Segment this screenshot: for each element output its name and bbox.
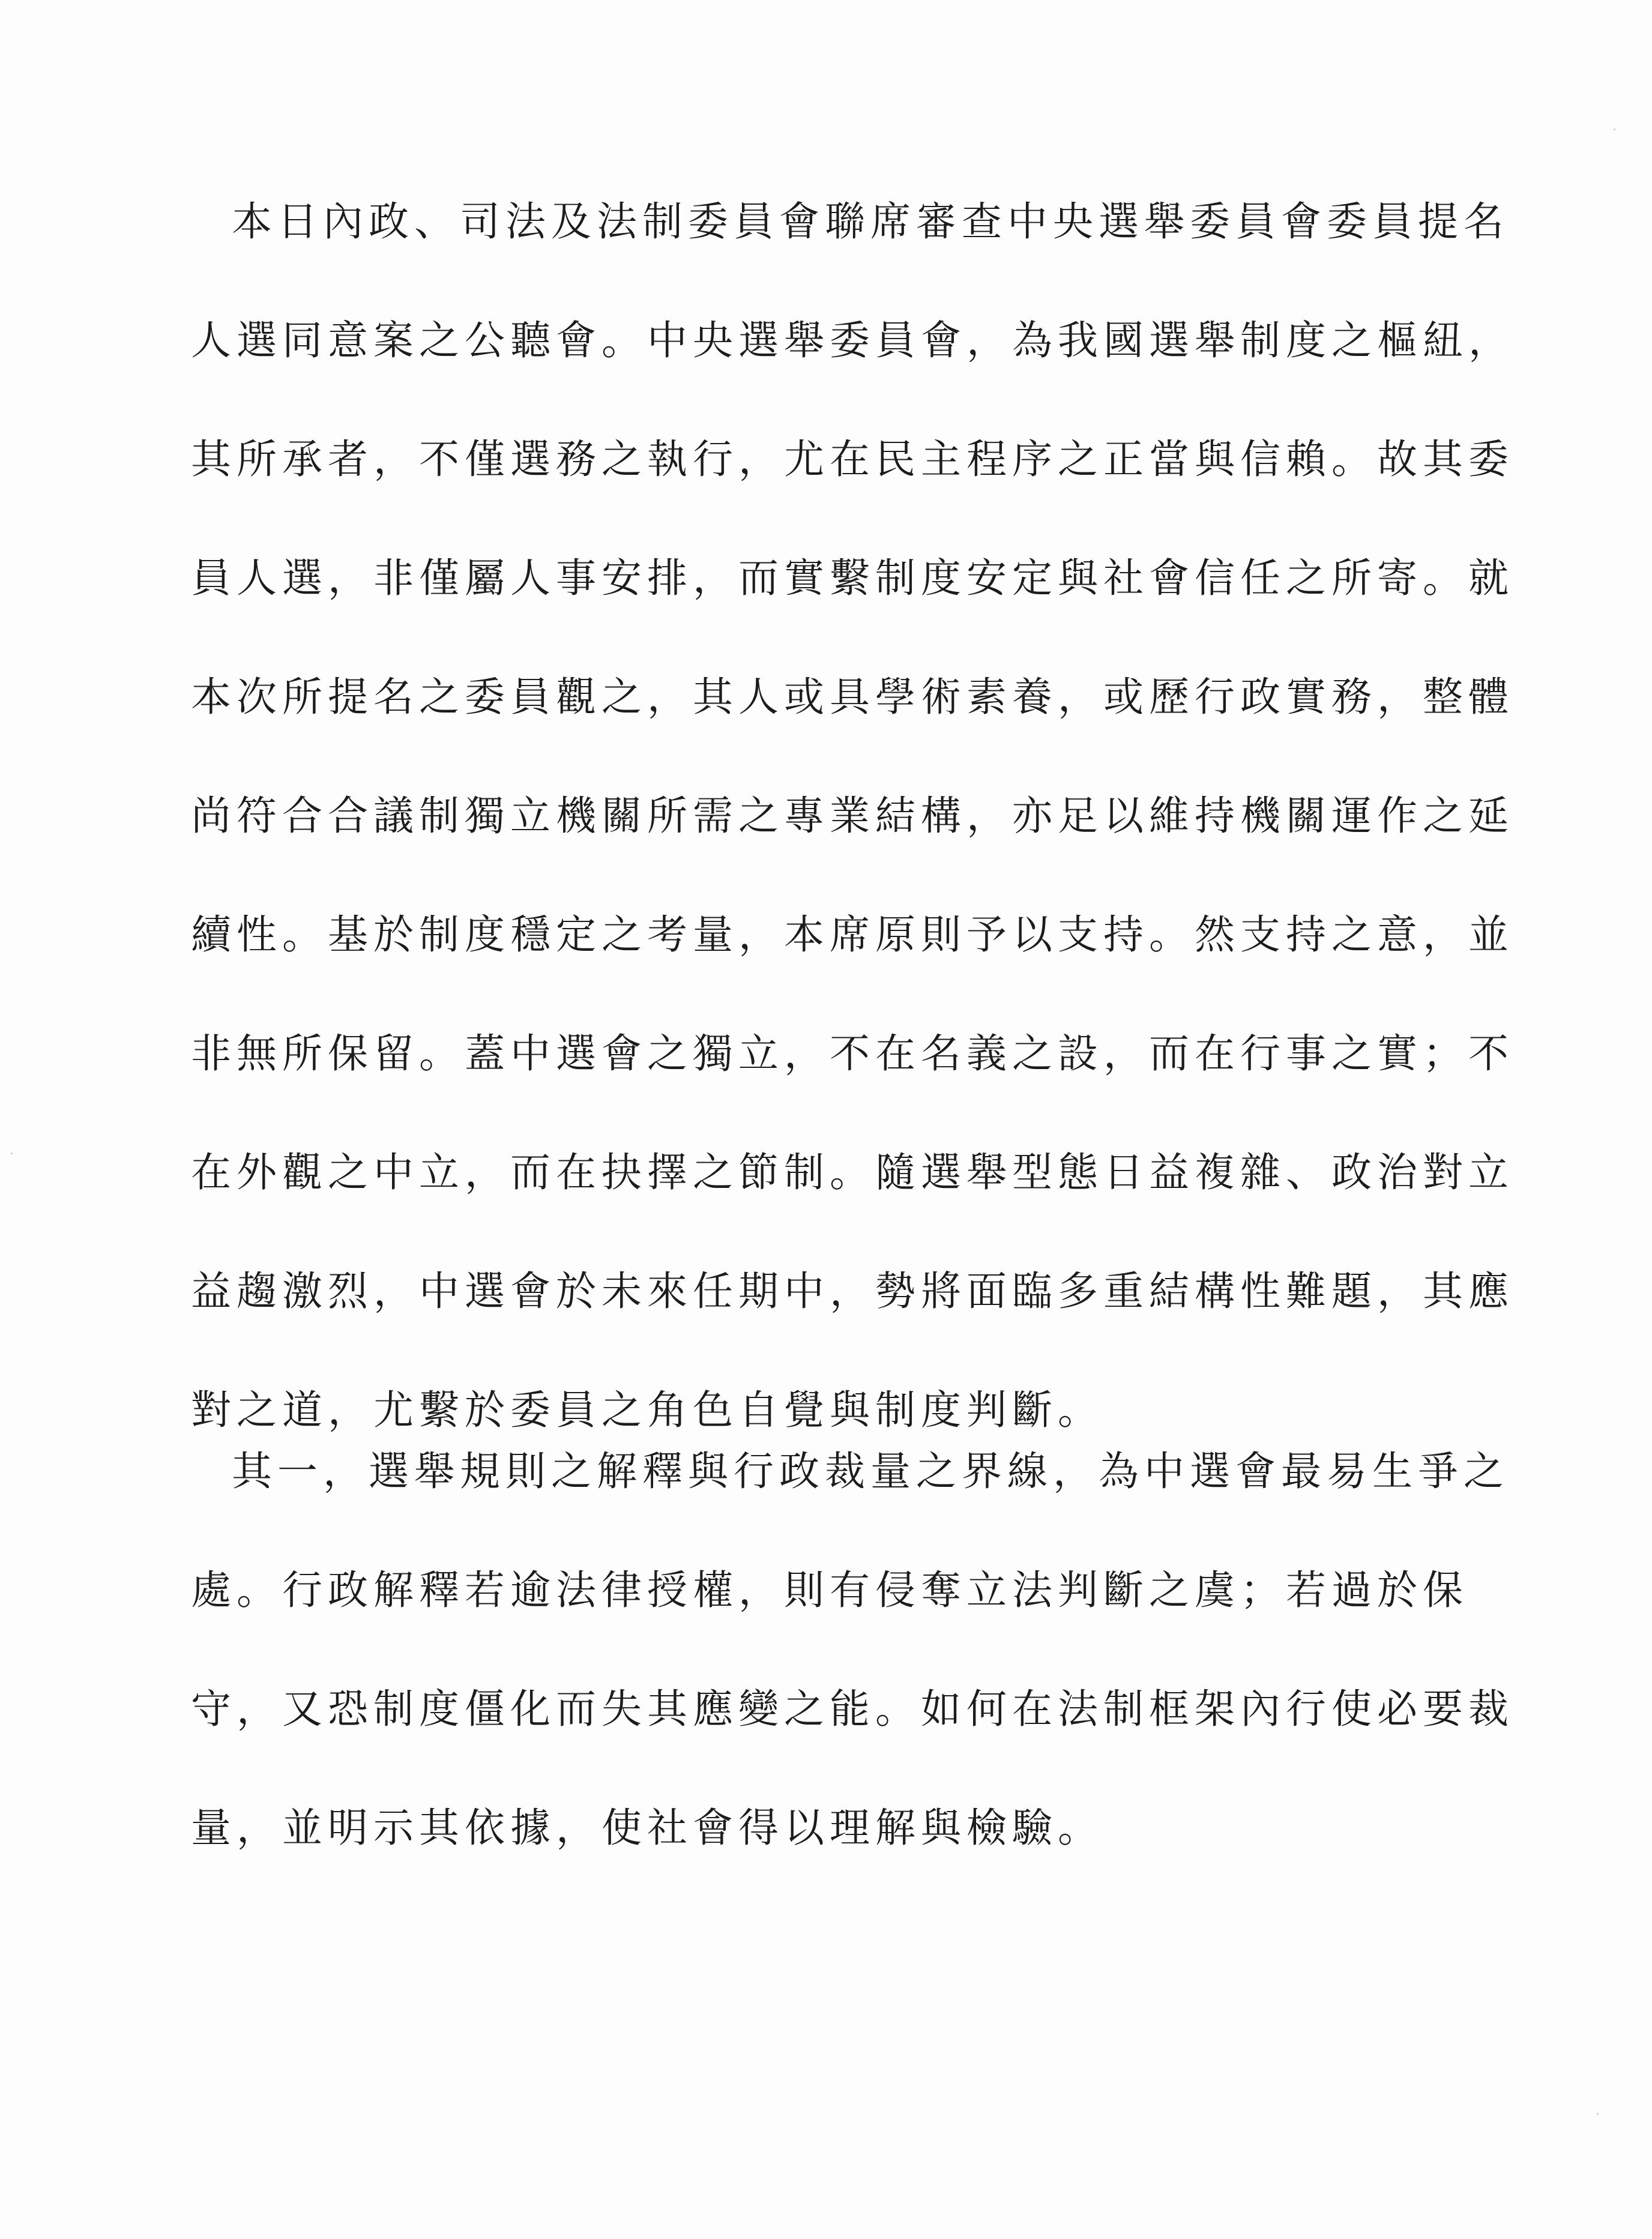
text-line: 在外觀之中立，而在抉擇之節制。隨選舉型態日益複雜、政治對立: [191, 1149, 1514, 1196]
paragraph-2: [191, 1448, 1514, 1927]
text-line: 益趨激烈，中選會於未來任期中，勢將面臨多重結構性難題，其應: [191, 1268, 1514, 1315]
text-line: 其一，選舉規則之解釋與行政裁量之界線，為中選會最易生爭之: [232, 1448, 1509, 1495]
text-line: 尚符合合議制獨立機關所需之專業結構，亦足以維持機關運作之延: [191, 792, 1514, 839]
scan-speck: [11, 1153, 13, 1154]
text-line: 守，又恐制度僵化而失其應變之能。如何在法制框架內行使必要裁: [191, 1686, 1514, 1732]
text-line: 續性。基於制度穩定之考量，本席原則予以支持。然支持之意，並: [191, 911, 1514, 958]
scan-speck: [1614, 128, 1615, 130]
text-line: 本次所提名之委員觀之，其人或具學術素養，或歷行政實務，整體: [191, 674, 1514, 720]
text-line: 員人選，非僅屬人事安排，而實繫制度安定與社會信任之所寄。就: [191, 555, 1514, 601]
text-line: 其所承者，不僅選務之執行，尤在民主程序之正當與信賴。故其委: [191, 436, 1514, 483]
text-line: 量，並明示其依據，使社會得以理解與檢驗。: [191, 1804, 1103, 1851]
paragraph-1: [191, 198, 1514, 1509]
text-line: 人選同意案之公聽會。中央選舉委員會，為我國選舉制度之樞紐，: [191, 317, 1514, 364]
text-line: 對之道，尤繫於委員之角色自覺與制度判斷。: [191, 1387, 1103, 1433]
text-line: 非無所保留。蓋中選會之獨立，不在名義之設，而在行事之實；不: [191, 1030, 1514, 1077]
text-line: 本日內政、司法及法制委員會聯席審查中央選舉委員會委員提名: [232, 198, 1509, 245]
scan-speck: [1597, 2113, 1599, 2115]
text-line: 處。行政解釋若逾法律授權，則有侵奪立法判斷之虞；若過於保: [191, 1567, 1468, 1614]
